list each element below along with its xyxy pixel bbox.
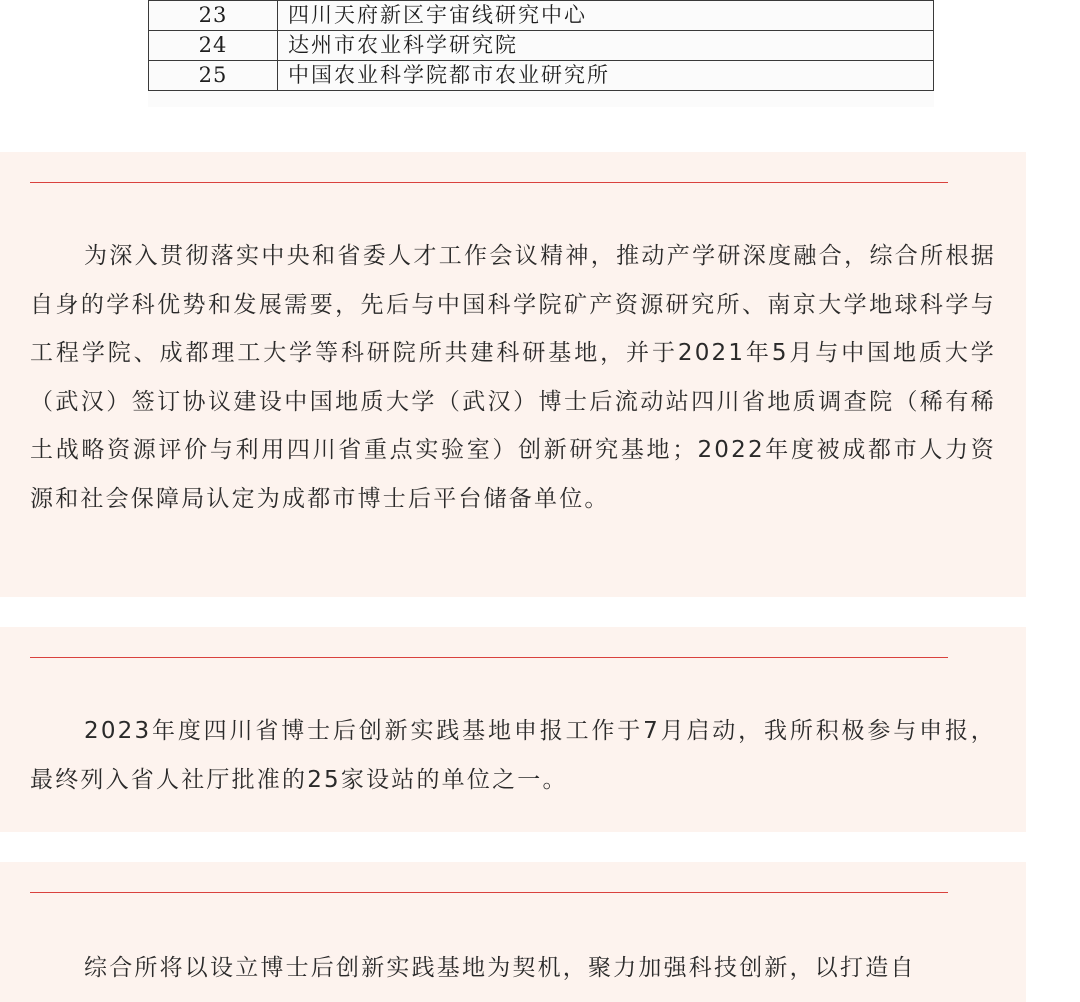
unit-list-table-image <box>148 0 934 107</box>
unit-list-table <box>148 0 934 91</box>
section-divider <box>30 892 948 893</box>
table-row <box>149 1 934 31</box>
unit-name: 四川天府新区宇宙线研究中心 <box>278 1 934 31</box>
section-paragraph: 2023年度四川省博士后创新实践基地申报工作于7月启动，我所积极参与申报，最终列入省人社厅批准的25家设站的单位之一。 <box>30 718 996 793</box>
section-paragraph: 为深入贯彻落实中央和省委人才工作会议精神，推动产学研深度融合，综合所根据自身的学科优势和发展需要，先后与中国科学院矿产资源研究所、南京大学地球科学与工程学院、成都理工大学等科研院所共建科研基地，并于2021年5月与中国地质大学（武汉）签订协议建设中国地质大学（武汉）博士后流动站四川省地质调查院（稀有稀土战略资源评价与利用四川省重点实验室）创新研究基地；2022年度被成都市人力资源和社会保障局认定为成都市博士后平台储备单位。 <box>30 243 996 512</box>
table-row <box>149 61 934 91</box>
article-section-outlook <box>0 862 1026 1002</box>
article-section-cooperation <box>0 152 1026 597</box>
article-section-application <box>0 627 1026 832</box>
section-divider <box>30 182 948 183</box>
unit-name: 中国农业科学院都市农业研究所 <box>278 61 934 91</box>
section-paragraph: 综合所将以设立博士后创新实践基地为契机，聚力加强科技创新，以打造自 <box>84 955 916 981</box>
unit-name: 达州市农业科学研究院 <box>278 31 934 61</box>
row-number: 23 <box>149 1 278 31</box>
section-divider <box>30 657 948 658</box>
row-number: 24 <box>149 31 278 61</box>
row-number: 25 <box>149 61 278 91</box>
table-row <box>149 31 934 61</box>
